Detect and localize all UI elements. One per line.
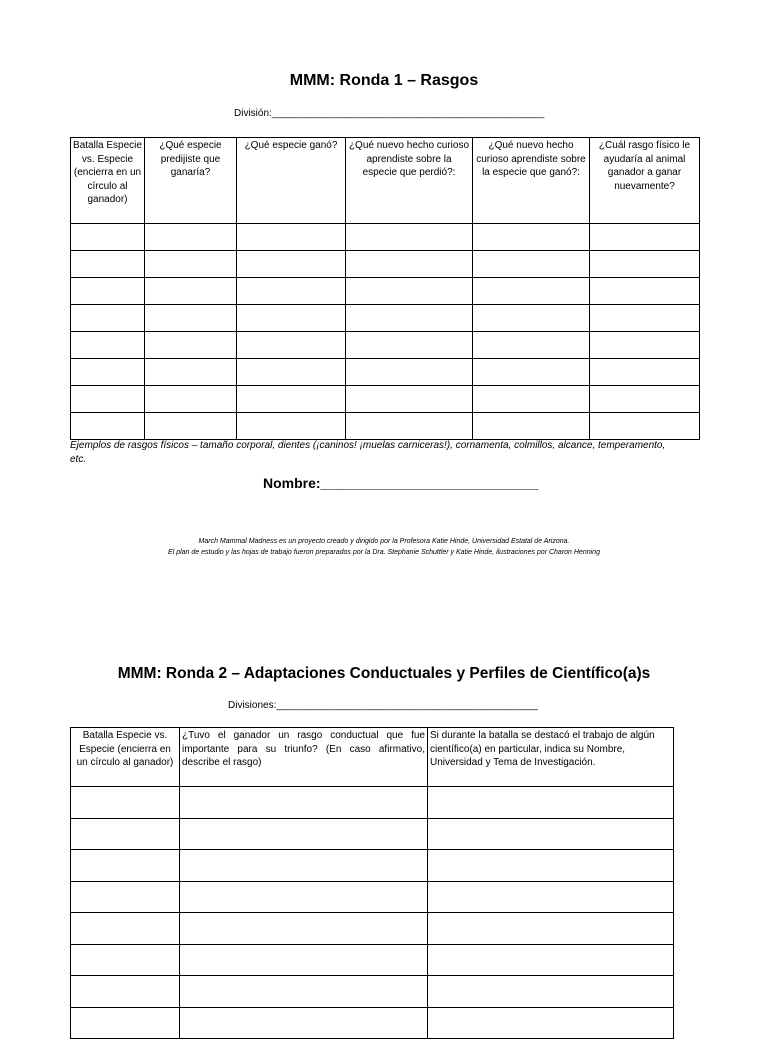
answer-cell[interactable]: [71, 359, 145, 386]
answer-cell[interactable]: [71, 944, 180, 976]
answer-cell[interactable]: [71, 386, 145, 413]
answer-cell[interactable]: [71, 278, 145, 305]
table-row: [71, 944, 674, 976]
answer-cell[interactable]: [346, 224, 473, 251]
header-predicted: ¿Qué especie predijiste que ganaría?: [145, 138, 237, 224]
answer-cell[interactable]: [145, 305, 237, 332]
answer-cell[interactable]: [180, 976, 428, 1008]
answer-cell[interactable]: [346, 251, 473, 278]
answer-cell[interactable]: [180, 787, 428, 819]
answer-cell[interactable]: [237, 251, 346, 278]
answer-cell[interactable]: [346, 332, 473, 359]
table-row: [71, 1007, 674, 1039]
answer-cell[interactable]: [180, 818, 428, 850]
answer-cell[interactable]: [237, 359, 346, 386]
answer-cell[interactable]: [346, 278, 473, 305]
answer-cell[interactable]: [145, 224, 237, 251]
credits-line-2: El plan de estudio y las hojas de trabajo fueron preparados por la Dra. Stephanie Schuttler y Katie Hinde, ilustraciones por Charon Henning: [168, 549, 600, 556]
table-row: [71, 251, 700, 278]
answer-cell[interactable]: [145, 359, 237, 386]
answer-cell[interactable]: [473, 305, 590, 332]
answer-cell[interactable]: [71, 332, 145, 359]
answer-cell[interactable]: [71, 413, 145, 440]
answer-cell[interactable]: [428, 787, 674, 819]
answer-cell[interactable]: [346, 359, 473, 386]
answer-cell[interactable]: [590, 413, 700, 440]
header-physical-trait: ¿Cuál rasgo físico le ayudaría al animal ganador a ganar nuevamente?: [590, 138, 700, 224]
divisions-field[interactable]: Divisiones:_______________________________________________: [228, 700, 538, 711]
round2-table: [70, 727, 674, 1039]
header-fact-winner: ¿Qué nuevo hecho curioso aprendiste sobre la especie que ganó?:: [473, 138, 590, 224]
answer-cell[interactable]: [237, 386, 346, 413]
answer-cell[interactable]: [180, 913, 428, 945]
table-header-row: [71, 728, 674, 787]
header-fact-loser: ¿Qué nuevo hecho curioso aprendiste sobre la especie que perdió?:: [346, 138, 473, 224]
answer-cell[interactable]: [428, 881, 674, 913]
answer-cell[interactable]: [590, 386, 700, 413]
round2-title: MMM: Ronda 2 – Adaptaciones Conductuales y Perfiles de Científico(a)s: [117, 665, 651, 682]
answer-cell[interactable]: [428, 913, 674, 945]
answer-cell[interactable]: [237, 332, 346, 359]
answer-cell[interactable]: [428, 944, 674, 976]
answer-cell[interactable]: [590, 251, 700, 278]
division-field[interactable]: División:_________________________________________________: [234, 108, 545, 119]
answer-cell[interactable]: [180, 1007, 428, 1039]
answer-cell[interactable]: [428, 850, 674, 882]
answer-cell[interactable]: [346, 305, 473, 332]
answer-cell[interactable]: [71, 913, 180, 945]
answer-cell[interactable]: [473, 359, 590, 386]
answer-cell[interactable]: [473, 413, 590, 440]
answer-cell[interactable]: [180, 850, 428, 882]
answer-cell[interactable]: [590, 305, 700, 332]
table-row: [71, 278, 700, 305]
table-row: [71, 818, 674, 850]
answer-cell[interactable]: [71, 224, 145, 251]
answer-cell[interactable]: [590, 332, 700, 359]
answer-cell[interactable]: [590, 359, 700, 386]
table-row: [71, 913, 674, 945]
round1-title: MMM: Ronda 1 – Rasgos: [289, 72, 479, 89]
table-row: [71, 881, 674, 913]
answer-cell[interactable]: [473, 386, 590, 413]
name-field[interactable]: Nombre:____________________________: [263, 475, 539, 491]
answer-cell[interactable]: [428, 818, 674, 850]
table-row: [71, 386, 700, 413]
answer-cell[interactable]: [71, 1007, 180, 1039]
table-row: [71, 850, 674, 882]
answer-cell[interactable]: [145, 251, 237, 278]
answer-cell[interactable]: [71, 881, 180, 913]
answer-cell[interactable]: [180, 881, 428, 913]
answer-cell[interactable]: [71, 818, 180, 850]
answer-cell[interactable]: [71, 251, 145, 278]
answer-cell[interactable]: [71, 976, 180, 1008]
answer-cell[interactable]: [428, 1007, 674, 1039]
answer-cell[interactable]: [237, 413, 346, 440]
answer-cell[interactable]: [346, 386, 473, 413]
answer-cell[interactable]: [473, 278, 590, 305]
round1-table: [70, 137, 700, 440]
answer-cell[interactable]: [237, 224, 346, 251]
answer-cell[interactable]: [71, 787, 180, 819]
header-battle: Batalla Especie vs. Especie (encierra en un círculo al ganador): [71, 138, 145, 224]
table-row: [71, 976, 674, 1008]
table-row: [71, 787, 674, 819]
table-row: [71, 305, 700, 332]
answer-cell[interactable]: [180, 944, 428, 976]
table-header-row: [71, 138, 700, 224]
table-row: [71, 332, 700, 359]
answer-cell[interactable]: [473, 224, 590, 251]
table-row: [71, 359, 700, 386]
answer-cell[interactable]: [473, 332, 590, 359]
answer-cell[interactable]: [71, 850, 180, 882]
header-scientist: Si durante la batalla se destacó el trabajo de algún científico(a) en particular, indica su Nombre, Universidad y Tema de Investigación.: [428, 728, 674, 787]
answer-cell[interactable]: [145, 386, 237, 413]
credits-line-1: March Mammal Madness es un proyecto creado y dirigido por la Profesora Katie Hinde, Universidad Estatal de Arizona.: [198, 538, 570, 545]
answer-cell[interactable]: [145, 332, 237, 359]
header-behavioral-trait: ¿Tuvo el ganador un rasgo conductual que fue importante para su triunfo? (En caso afirmativo, describe el rasgo): [180, 728, 428, 787]
answer-cell[interactable]: [428, 976, 674, 1008]
table-row: [71, 413, 700, 440]
header-winner: ¿Qué especie ganó?: [237, 138, 346, 224]
answer-cell[interactable]: [71, 305, 145, 332]
table-row: [71, 224, 700, 251]
answer-cell[interactable]: [473, 251, 590, 278]
answer-cell[interactable]: [237, 305, 346, 332]
answer-cell[interactable]: [237, 278, 346, 305]
answer-cell[interactable]: [145, 413, 237, 440]
trait-examples: Ejemplos de rasgos físicos – tamaño corporal, dientes (¡caninos! ¡muelas carniceras!), cornamenta, colmillos, alcance, temperamento, etc.: [70, 440, 666, 465]
answer-cell[interactable]: [145, 278, 237, 305]
answer-cell[interactable]: [590, 224, 700, 251]
answer-cell[interactable]: [346, 413, 473, 440]
header-battle: Batalla Especie vs. Especie (encierra en un círculo al ganador): [71, 728, 180, 787]
answer-cell[interactable]: [590, 278, 700, 305]
credits: [0, 536, 768, 558]
